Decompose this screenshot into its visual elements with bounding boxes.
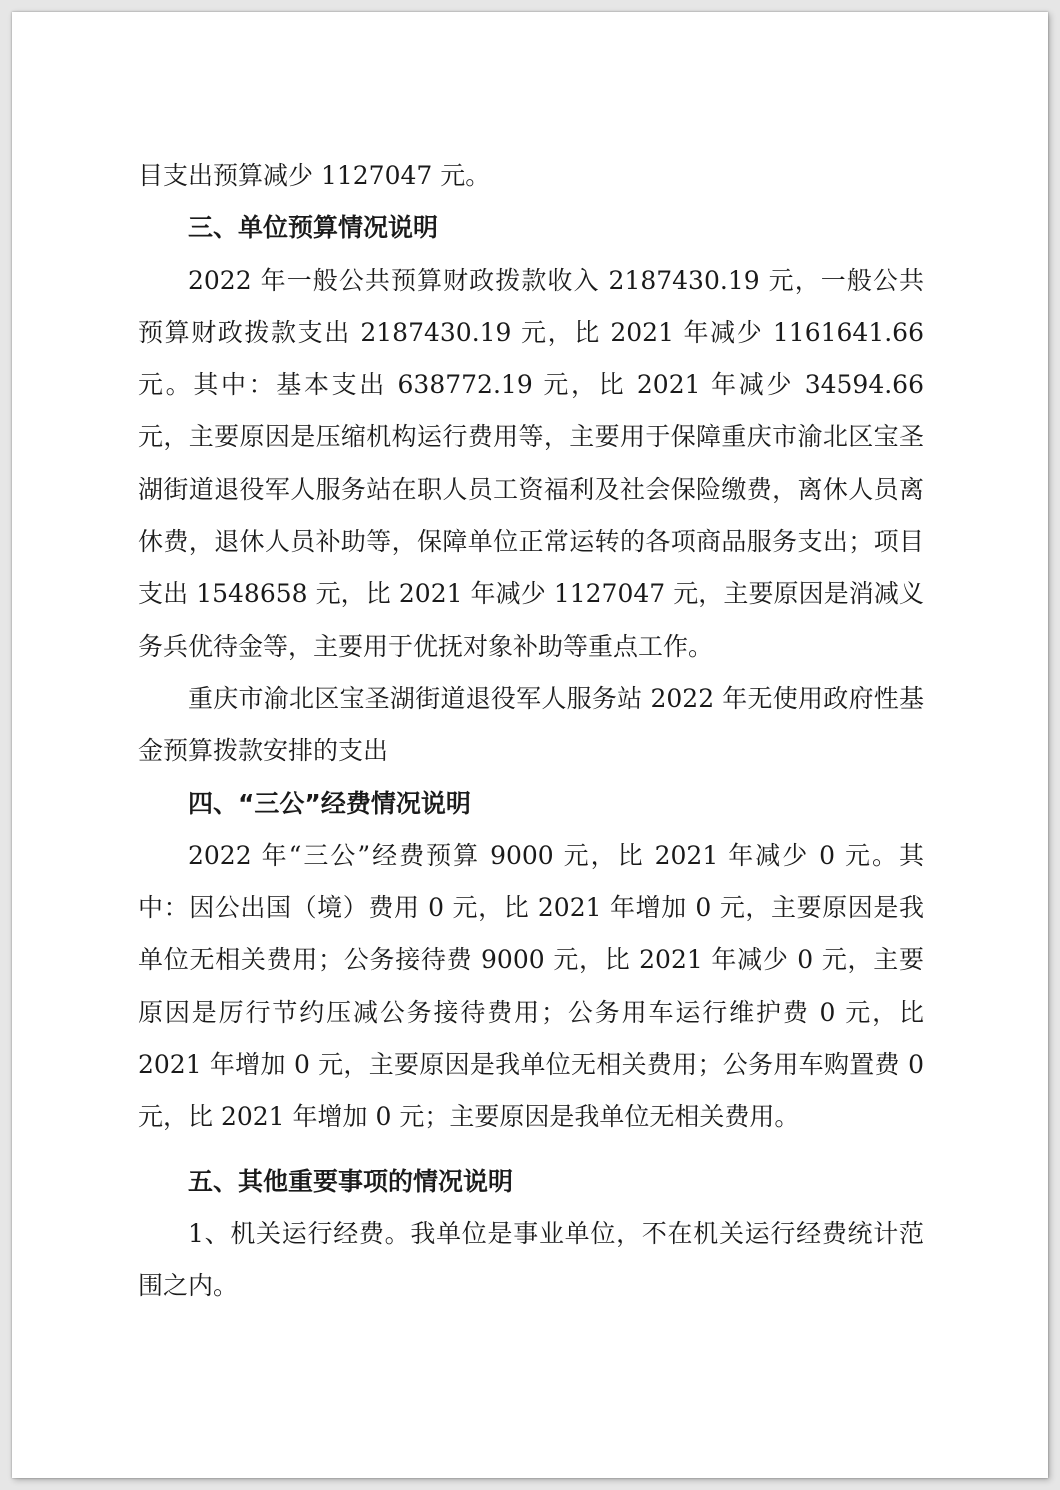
document-body — [138, 150, 924, 1313]
paragraph-project-expenditure-tail: 目支出预算减少 1127047 元。 — [138, 161, 491, 190]
paragraph-three-public-expenses: 2022 年“三公”经费预算 9000 元，比 2021 年减少 0 元。其中：因公出国（境）费用 0 元，比 2021 年增加 0 元，主要原因是我单位无相关费用；公务接待费 9000 元，比 2021 年减少 0 元，主要原因是厉行节约压减公务接待费用；公务用车运行维护费 0 元，比 2021 年增加 0 元，主要原因是我单位无相关费用；公务用车购置费 0 元，比 2021 年增加 0 元；主要原因是我单位无相关费用。 — [138, 840, 924, 1132]
paragraph-general-budget: 2022 年一般公共预算财政拨款收入 2187430.19 元，一般公共预算财政拨款支出 2187430.19 元，比 2021 年减少 1161641.66 元。其中：基本支出 638772.19 元，比 2021 年减少 34594.66 元，主要原因是压缩机构运行费用等，主要用于保障重庆市渝北区宝圣湖街道退役军人服务站在职人员工资福利及社会保险缴费，离休人员离休费，退休人员补助等，保障单位正常运转的各项商品服务支出；项目支出 1548658 元，比 2021 年减少 1127047 元，主要原因是消减义务兵优待金等，主要用于优抚对象补助等重点工作。 — [138, 265, 924, 661]
document-page — [12, 12, 1048, 1478]
paragraph-operating-expenses: 1、机关运行经费。我单位是事业单位，不在机关运行经费统计范围之内。 — [138, 1218, 924, 1301]
section-heading-three-public: 四、“三公”经费情况说明 — [188, 788, 471, 818]
section-heading-unit-budget: 三、单位预算情况说明 — [188, 213, 439, 243]
section-heading-other-matters: 五、其他重要事项的情况说明 — [188, 1166, 514, 1196]
paragraph-government-fund: 重庆市渝北区宝圣湖街道退役军人服务站 2022 年无使用政府性基金预算拨款安排的支出 — [138, 683, 924, 766]
